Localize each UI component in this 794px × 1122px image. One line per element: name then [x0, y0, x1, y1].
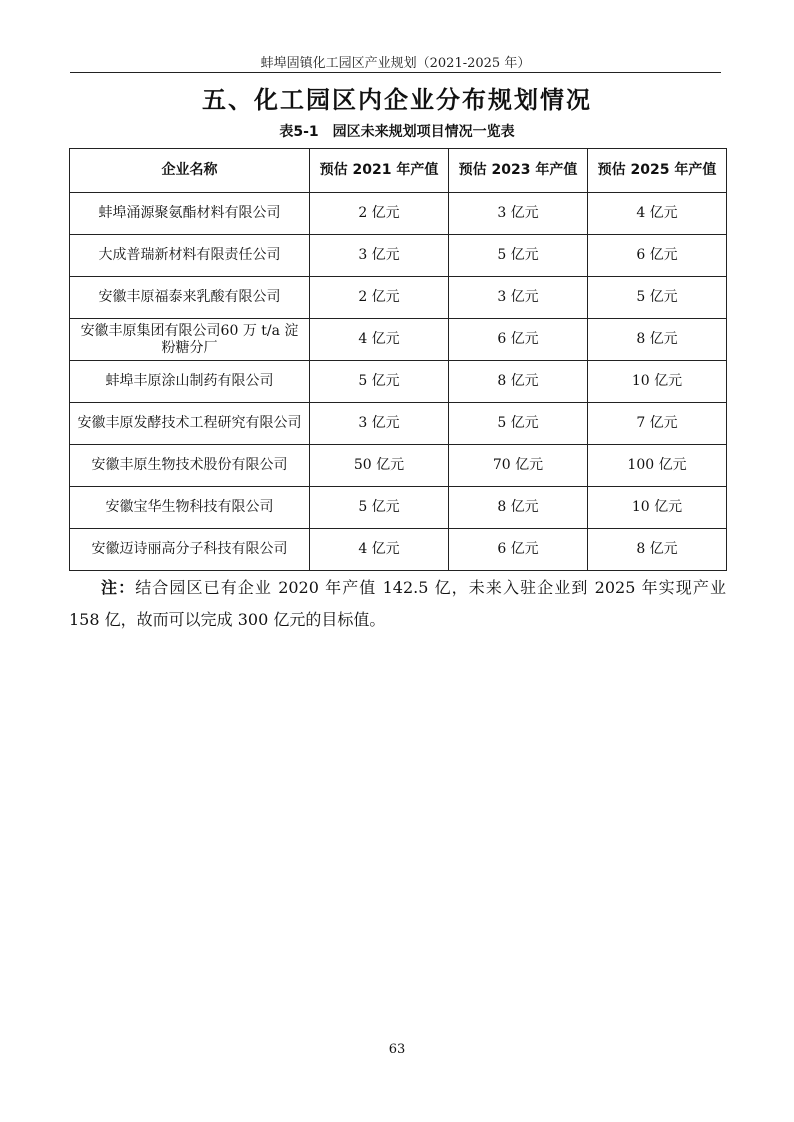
- column-header-2023: 预估 2023 年产值: [449, 149, 588, 193]
- cell-2025: 5 亿元: [588, 277, 727, 319]
- cell-2021: 2 亿元: [310, 193, 449, 235]
- cell-2025: 6 亿元: [588, 235, 727, 277]
- cell-company: 安徽丰原生物技术股份有限公司: [70, 445, 310, 487]
- cell-2025: 8 亿元: [588, 529, 727, 571]
- cell-company: 安徽丰原福泰来乳酸有限公司: [70, 277, 310, 319]
- table-row: [70, 319, 727, 361]
- cell-2025: 10 亿元: [588, 487, 727, 529]
- project-table: [69, 148, 727, 571]
- cell-company: 安徽丰原发酵技术工程研究有限公司: [70, 403, 310, 445]
- column-header-2021: 预估 2021 年产值: [310, 149, 449, 193]
- cell-2025: 10 亿元: [588, 361, 727, 403]
- cell-2025: 7 亿元: [588, 403, 727, 445]
- cell-2023: 6 亿元: [449, 529, 588, 571]
- cell-2023: 5 亿元: [449, 235, 588, 277]
- header-rule: [70, 72, 721, 73]
- table-row: [70, 529, 727, 571]
- table-row: [70, 403, 727, 445]
- table-row: [70, 487, 727, 529]
- cell-2025: 4 亿元: [588, 193, 727, 235]
- cell-2023: 3 亿元: [449, 277, 588, 319]
- table-row: [70, 235, 727, 277]
- cell-2021: 5 亿元: [310, 361, 449, 403]
- cell-2021: 4 亿元: [310, 319, 449, 361]
- section-title: 五、化工园区内企业分布规划情况: [202, 86, 592, 114]
- table-row: [70, 193, 727, 235]
- cell-company: 蚌埠丰原涂山制药有限公司: [70, 361, 310, 403]
- cell-2021: 3 亿元: [310, 235, 449, 277]
- column-header-2025: 预估 2025 年产值: [588, 149, 727, 193]
- table-note: [69, 572, 726, 636]
- cell-2025: 100 亿元: [588, 445, 727, 487]
- cell-company: 安徽宝华生物科技有限公司: [70, 487, 310, 529]
- running-header: 蚌埠固镇化工园区产业规划（2021-2025 年）: [260, 56, 531, 71]
- table-caption: 表5-1 园区未来规划项目情况一览表: [279, 124, 515, 140]
- page-number: 63: [388, 1042, 406, 1057]
- cell-company: 大成普瑞新材料有限责任公司: [70, 235, 310, 277]
- cell-2023: 8 亿元: [449, 361, 588, 403]
- column-header-company: 企业名称: [70, 149, 310, 193]
- cell-2025: 8 亿元: [588, 319, 727, 361]
- table-header-row: [70, 149, 727, 193]
- cell-2021: 2 亿元: [310, 277, 449, 319]
- cell-2023: 70 亿元: [449, 445, 588, 487]
- cell-2021: 5 亿元: [310, 487, 449, 529]
- note-text: 结合园区已有企业 2020 年产值 142.5 亿，未来入驻企业到 2025 年实现产业 158 亿，故而可以完成 300 亿元的目标值。: [69, 578, 726, 629]
- cell-2021: 3 亿元: [310, 403, 449, 445]
- cell-2023: 8 亿元: [449, 487, 588, 529]
- cell-company: 蚌埠涌源聚氨酯材料有限公司: [70, 193, 310, 235]
- cell-2021: 4 亿元: [310, 529, 449, 571]
- table-row: [70, 445, 727, 487]
- cell-2023: 6 亿元: [449, 319, 588, 361]
- table-row: [70, 361, 727, 403]
- cell-company: 安徽丰原集团有限公司60 万 t/a 淀粉糖分厂: [70, 319, 310, 361]
- cell-2023: 5 亿元: [449, 403, 588, 445]
- table-row: [70, 277, 727, 319]
- note-label: 注：: [101, 578, 136, 597]
- cell-company: 安徽迈诗丽高分子科技有限公司: [70, 529, 310, 571]
- cell-2023: 3 亿元: [449, 193, 588, 235]
- cell-2021: 50 亿元: [310, 445, 449, 487]
